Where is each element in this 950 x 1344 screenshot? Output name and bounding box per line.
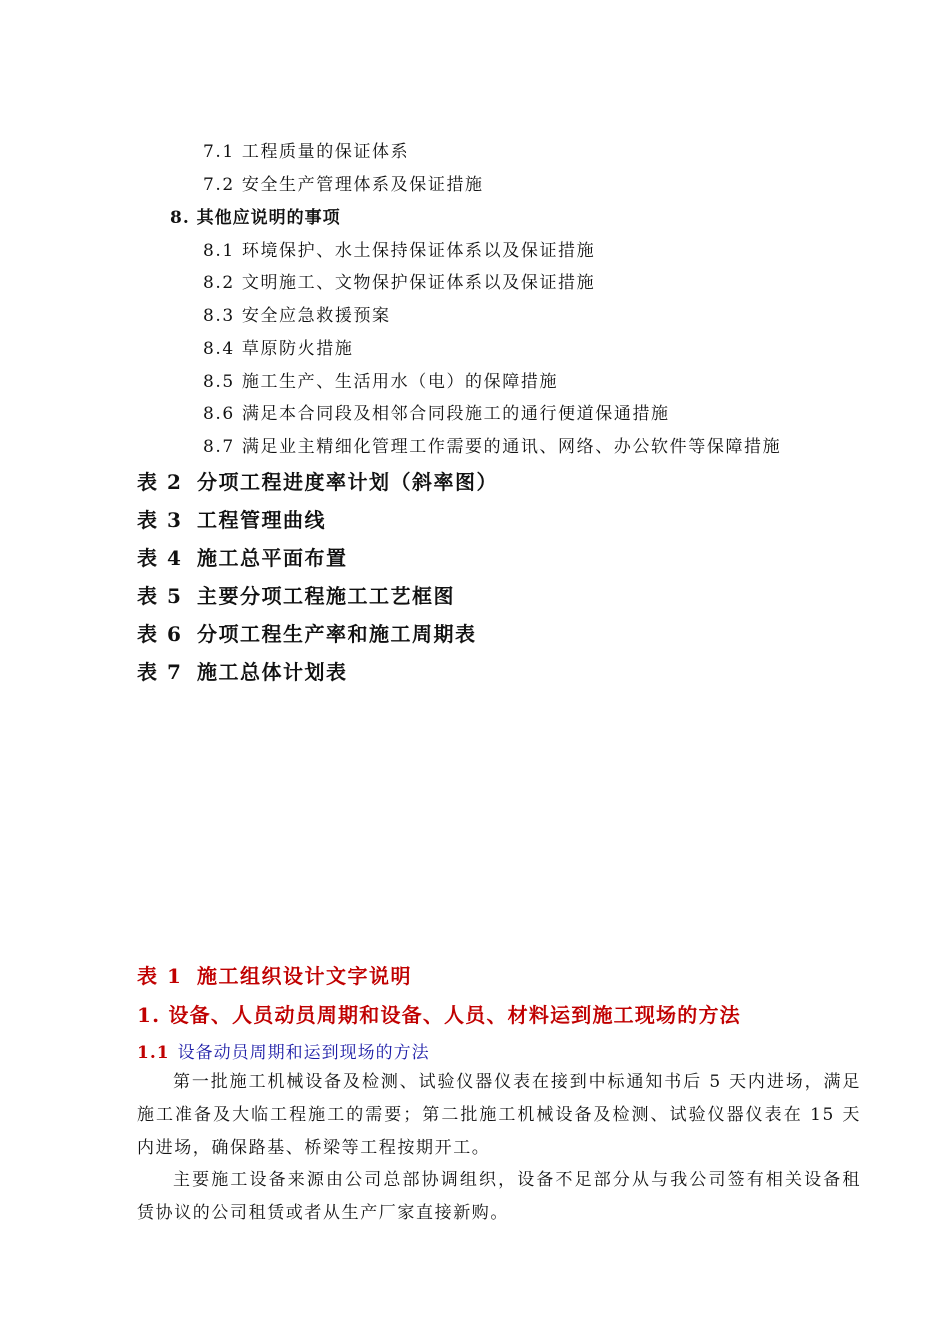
- toc-item-7-1: 7.1 工程质量的保证体系: [203, 142, 410, 162]
- table-number: 表 1: [137, 964, 183, 988]
- toc-item-8-2: 8.2 文明施工、文物保护保证体系以及保证措施: [203, 273, 596, 293]
- toc-table-4: [137, 542, 348, 571]
- heading-text: 设备动员周期和运到现场的方法: [177, 1043, 430, 1063]
- toc-item-8-1: 8.1 环境保护、水土保持保证体系以及保证措施: [203, 241, 596, 261]
- table-title: 工程管理曲线: [197, 508, 326, 532]
- table-1-title: [137, 960, 412, 989]
- heading-number: 1.1: [137, 1043, 170, 1063]
- table-title: 分项工程生产率和施工周期表: [197, 622, 477, 646]
- toc-table-7: [137, 656, 348, 685]
- table-number: 表 7: [137, 660, 183, 684]
- table-number: 表 6: [137, 622, 183, 646]
- toc-table-5: [137, 580, 455, 609]
- table-title: 主要分项工程施工工艺框图: [197, 584, 455, 608]
- toc-item-8-7: 8.7 满足业主精细化管理工作需要的通讯、网络、办公软件等保障措施: [203, 437, 782, 457]
- toc-item-8-4: 8.4 草原防火措施: [203, 339, 354, 359]
- toc-item-7-2: 7.2 安全生产管理体系及保证措施: [203, 175, 484, 195]
- heading-1-1: [137, 1038, 430, 1063]
- table-number: 表 2: [137, 470, 183, 494]
- table-title: 施工总平面布置: [197, 546, 348, 570]
- toc-item-8-6: 8.6 满足本合同段及相邻合同段施工的通行便道保通措施: [203, 404, 670, 424]
- toc-table-3: [137, 504, 326, 533]
- toc-table-6: [137, 618, 477, 647]
- table-title: 分项工程进度率计划（斜率图）: [197, 470, 498, 494]
- table-title: 施工总体计划表: [197, 660, 348, 684]
- toc-item-8-5: 8.5 施工生产、生活用水（电）的保障措施: [203, 372, 559, 392]
- table-number: 表 4: [137, 546, 183, 570]
- paragraph-2: 主要施工设备来源由公司总部协调组织，设备不足部分从与我公司签有相关设备租赁协议的公司租赁或者从生产厂家直接新购。: [137, 1170, 861, 1223]
- table-number: 表 3: [137, 508, 183, 532]
- toc-table-2: [137, 466, 498, 495]
- table-number: 表 5: [137, 584, 183, 608]
- table-title: 施工组织设计文字说明: [197, 964, 412, 988]
- toc-section-8: 8. 其他应说明的事项: [170, 208, 341, 228]
- toc-item-8-3: 8.3 安全应急救援预案: [203, 306, 391, 326]
- heading-1: 1. 设备、人员动员周期和设备、人员、材料运到施工现场的方法: [137, 1003, 741, 1027]
- paragraph-1: 第一批施工机械设备及检测、试验仪器仪表在接到中标通知书后 5 天内进场，满足施工准备及大临工程施工的需要；第二批施工机械设备及检测、试验仪器仪表在 15 天内进场，确保路基、桥梁等工程按期开工。: [137, 1072, 861, 1158]
